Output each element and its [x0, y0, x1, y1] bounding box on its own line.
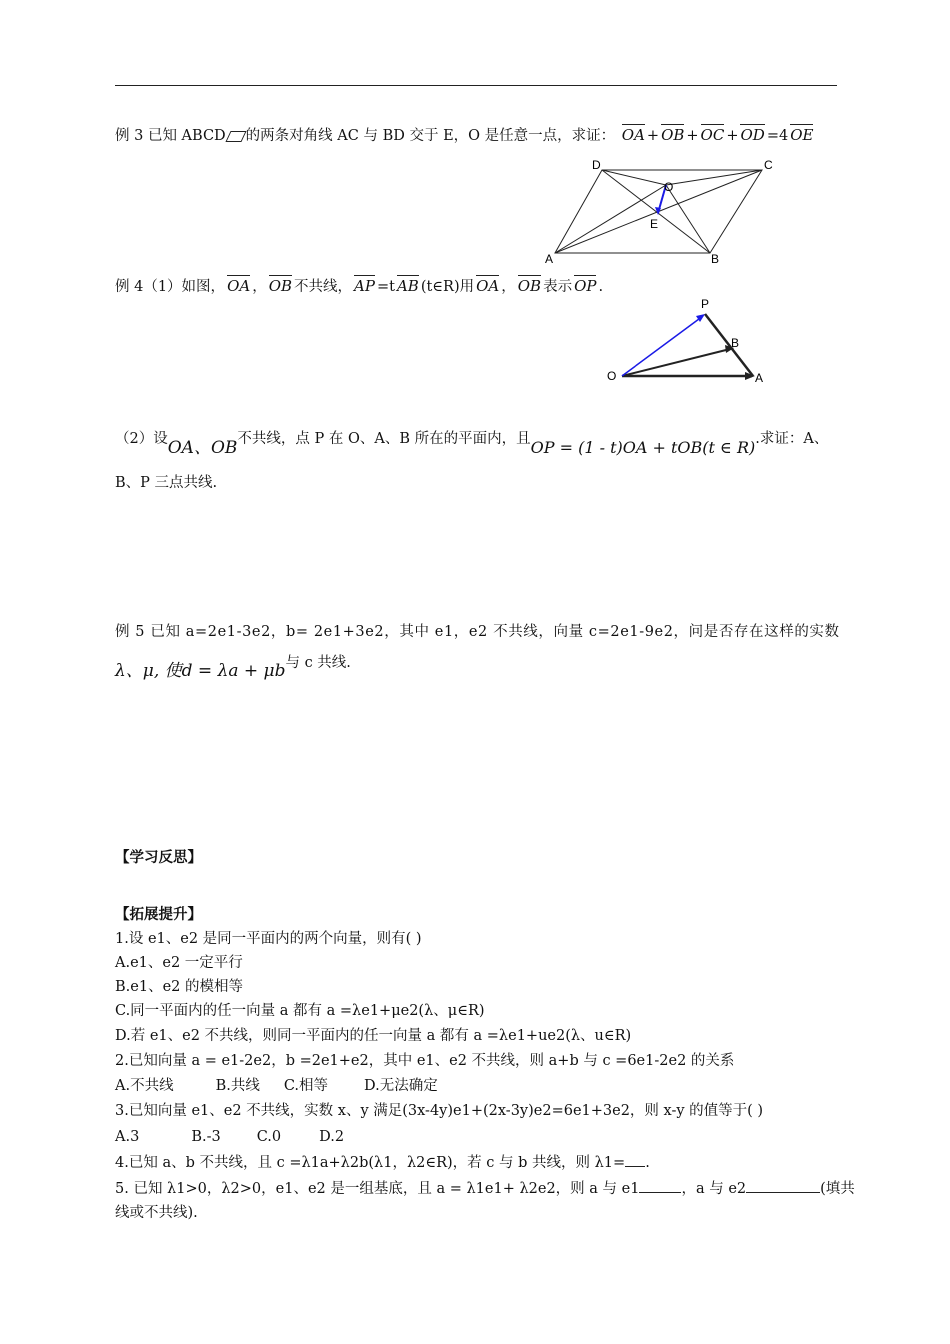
vector-ab: AB — [396, 277, 419, 295]
ex4-eq-t: =t — [376, 279, 395, 295]
example-3-statement — [115, 125, 815, 146]
label-a: A — [545, 252, 554, 266]
formula-d: λ、μ, 使d = λa + μb — [115, 661, 286, 681]
formula-op: OP = (1 - t)OA + tOB(t ∈ R) — [530, 438, 756, 457]
vector-oc: OC — [700, 126, 725, 144]
comma: ， — [501, 279, 516, 295]
ex4-part2-prove: .求证：A、 — [755, 431, 829, 447]
vector-oa: OA — [621, 126, 645, 144]
plus-sign: + — [646, 128, 660, 144]
ex4-intro: 例 4（1）如图， — [115, 279, 226, 295]
q1-stem: 1.设 e1、e2 是同一平面内的两个向量，则有( ) — [115, 931, 422, 947]
vector-oa: OA — [476, 277, 500, 295]
label-p: P — [701, 297, 710, 311]
q3-stem: 3.已知向量 e1、e2 不共线，实数 x、y 满足(3x-4y)e1+(2x-3y)e2=6e1+3e2，则 x-y 的值等于( ) — [115, 1103, 764, 1119]
plus-sign: + — [686, 128, 699, 144]
example-4-part-2-cont: B、P 三点共线. — [115, 475, 218, 491]
label-o: O — [607, 369, 617, 383]
q4-text: 4.已知 a、b 不共线，且 c =λ1a+λ2b(λ1，λ2∈R)，若 c 与 b 共线，则 λ1= — [115, 1155, 626, 1171]
q4-end: . — [645, 1155, 650, 1171]
label-o: O — [664, 180, 674, 194]
header-rule — [115, 85, 837, 86]
q5-blank-1[interactable] — [639, 1178, 681, 1193]
q5-tail: (填共 — [820, 1181, 855, 1197]
q3-option-c: C.0 — [256, 1129, 282, 1145]
q4-stem — [115, 1152, 650, 1173]
q5-cont: 线或不共线). — [115, 1205, 198, 1221]
label-b: B — [711, 252, 720, 266]
q2-stem: 2.已知向量 a = e1-2e2，b =2e1+e2，其中 e1、e2 不共线，则 a+b 与 c =6e1-2e2 的关系 — [115, 1053, 735, 1069]
vector-od: OD — [740, 126, 765, 144]
comma: ， — [252, 279, 267, 295]
q2-option-c: C.相等 — [283, 1078, 329, 1094]
label-c: C — [764, 158, 773, 172]
vector-op: OP — [574, 277, 597, 295]
period: . — [598, 279, 604, 295]
vector-ob: OB — [661, 126, 685, 144]
example-5-formula-line — [115, 652, 351, 681]
plus-sign: + — [726, 128, 739, 144]
label-a: A — [755, 371, 764, 385]
label-e: E — [650, 217, 659, 231]
vectors-oa-ob: OA、OB — [167, 438, 238, 458]
q1-option-a: A.e1、e2 一定平行 — [115, 955, 243, 971]
vector-oa: OA — [227, 277, 251, 295]
vector-ap: AP — [354, 277, 375, 295]
vector-figure-opab — [595, 292, 775, 396]
reflection-heading: 【学习反思】 — [115, 849, 202, 866]
example-4-part-2 — [115, 428, 829, 458]
ex5-tail: 与 c 共线. — [285, 655, 351, 671]
example-4-part-1 — [115, 276, 603, 297]
q2-option-a: A.不共线 — [115, 1078, 174, 1094]
vector-oe: OE — [790, 126, 814, 144]
q1-option-b: B.e1、e2 的模相等 — [115, 979, 243, 995]
extension-heading: 【拓展提升】 — [115, 906, 202, 923]
label-b: B — [731, 336, 740, 350]
vector-ob: OB — [517, 277, 542, 295]
q1-option-d: D.若 e1、e2 不共线，则同一平面内的任一向量 a 都有 a =λe1+ue2(λ、u∈R) — [115, 1028, 632, 1044]
parallelogram-symbol — [225, 131, 246, 142]
vector-ob: OB — [268, 277, 293, 295]
q1-option-c: C.同一平面内的任一向量 a 都有 a =λe1+μe2(λ、μ∈R) — [115, 1003, 485, 1019]
equals-four: =4 — [766, 128, 789, 144]
q3-option-a: A.3 — [115, 1129, 140, 1145]
q2-options — [115, 1076, 438, 1096]
parallelogram-figure — [540, 155, 780, 274]
ex4-part2-text: 不共线，点 P 在 O、A、B 所在的平面内，且 — [237, 431, 531, 447]
q3-option-b: B.-3 — [191, 1129, 221, 1145]
q3-option-d: D.2 — [319, 1129, 345, 1145]
ex4-part2-intro: （2）设 — [115, 431, 168, 447]
ex4-express: 表示 — [543, 279, 573, 295]
q5-stem — [115, 1178, 855, 1199]
ex4-t-in-r: (t∈R)用 — [420, 279, 475, 295]
ex4-noncollinear: 不共线， — [294, 279, 353, 295]
ex3-text: 的两条对角线 AC 与 BD 交于 E，O 是任意一点，求证： — [245, 128, 616, 144]
q5-blank-2[interactable] — [746, 1178, 820, 1193]
q2-option-b: B.共线 — [215, 1078, 260, 1094]
ex3-prefix: 例 3 已知 ABCD — [115, 128, 226, 144]
q3-options — [115, 1127, 344, 1147]
q2-option-d: D.无法确定 — [364, 1078, 438, 1094]
q5-text: 5. 已知 λ1>0，λ2>0，e1、e2 是一组基底，且 a = λ1e1+ λ2e2，则 a 与 e1 — [115, 1181, 640, 1197]
example-5-statement: 例 5 已知 a=2e1-3e2，b= 2e1+3e2，其中 e1，e2 不共线，向量 c=2e1-9e2，问是否存在这样的实数 — [115, 624, 840, 640]
q4-answer-blank[interactable] — [625, 1152, 645, 1167]
label-d: D — [592, 158, 601, 172]
q5-mid: ，a 与 e2 — [681, 1181, 747, 1197]
